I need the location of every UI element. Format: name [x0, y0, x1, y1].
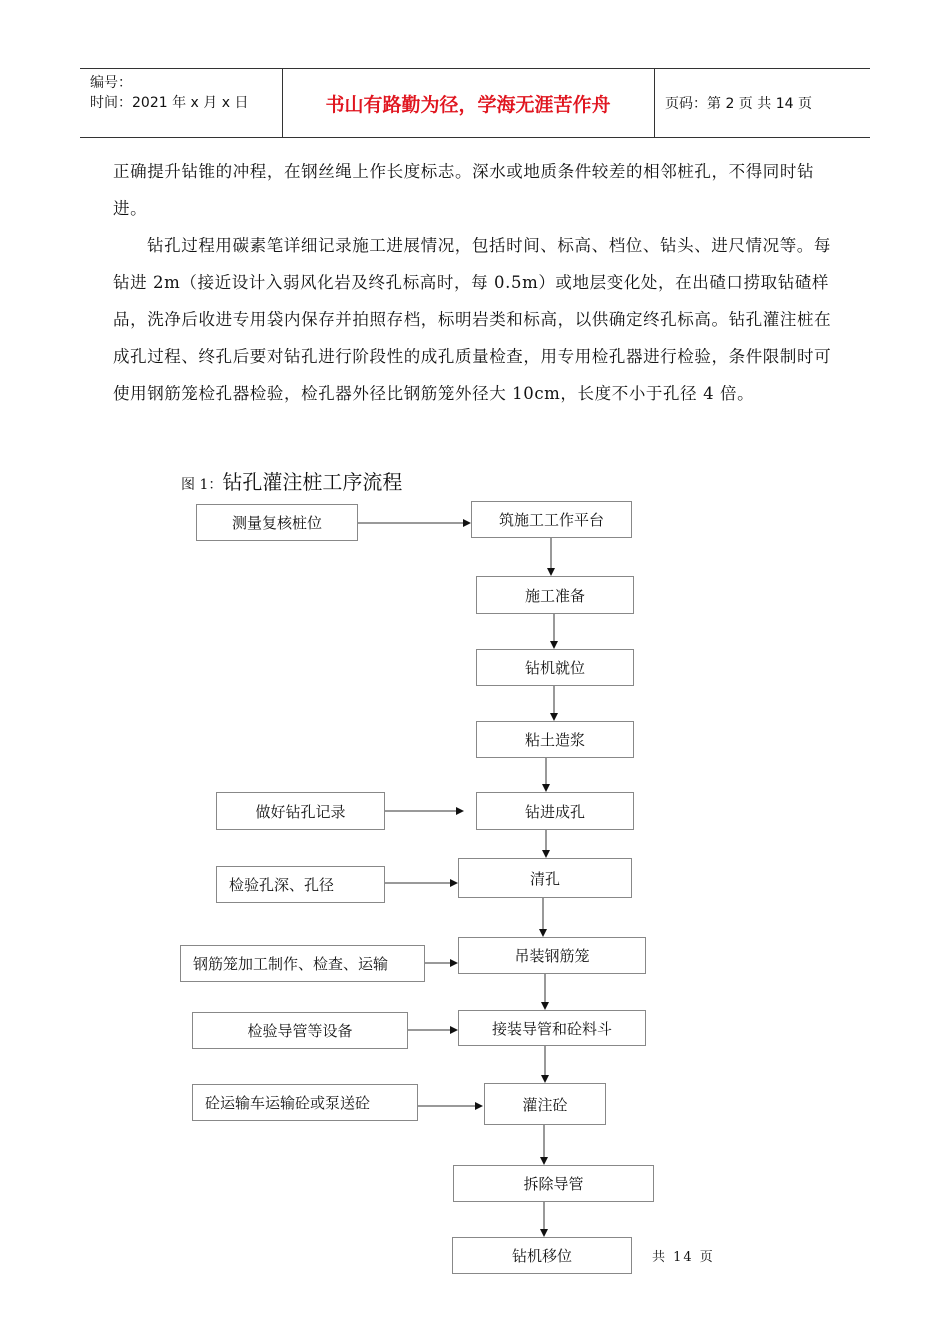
flow-step-platform: 筑施工工作平台 — [471, 501, 632, 538]
flow-side-drill-record: 做好钻孔记录 — [216, 792, 385, 830]
flow-step-lift-rebar-cage: 吊装钢筋笼 — [458, 937, 646, 974]
flow-side-check-depth: 检验孔深、孔径 — [216, 866, 385, 903]
flow-step-pour-concrete: 灌注砼 — [484, 1083, 606, 1125]
flow-side-rebar-cage: 钢筋笼加工制作、检查、运输 — [180, 945, 425, 982]
flow-side-survey: 测量复核桩位 — [196, 504, 358, 541]
flow-step-drill-positioning: 钻机就位 — [476, 649, 634, 686]
header-number: 编号： — [90, 75, 132, 91]
flow-side-check-equipment: 检验导管等设备 — [192, 1012, 408, 1049]
flow-step-drilling: 钻进成孔 — [476, 792, 634, 830]
flow-step-preparation: 施工准备 — [476, 576, 634, 614]
flow-step-move-drill: 钻机移位 — [452, 1237, 632, 1274]
header-page-info: 页码：第 2 页 共 14 页 — [665, 96, 812, 112]
flow-step-clay-slurry: 粘土造浆 — [476, 721, 634, 758]
flow-step-hole-cleaning: 清孔 — [458, 858, 632, 898]
flow-step-install-tremie: 接装导管和砼料斗 — [458, 1010, 646, 1046]
flow-side-concrete-transport: 砼运输车运输砼或泵送砼 — [192, 1084, 418, 1121]
header-time: 时间：2021 年 x 月 x 日 — [90, 95, 249, 111]
page-total: 共 14 页 — [652, 1250, 715, 1265]
paragraph-2: 钻孔过程用碳素笔详细记录施工进展情况，包括时间、标高、档位、钻头、进尺情况等。每钻进 2m（接近设计入弱风化岩及终孔标高时，每 0.5m）或地层变化处，在出碴口捞取钻碴样品，洗净后收进专用袋内保存并拍照存档，标明岩类和标高，以供确定终孔标高。钻孔灌注桩在成孔过程、终孔后要对钻孔进行阶段性的成孔质量检查，用专用检孔器进行检验，条件限制时可使用钢筋笼检孔器检验，检孔器外径比钢筋笼外径大 10cm，长度不小于孔径 4 倍。 — [113, 236, 832, 403]
header-motto: 书山有路勤为径，学海无涯苦作舟 — [325, 93, 611, 116]
flow-step-remove-tremie: 拆除导管 — [453, 1165, 654, 1202]
figure-title-text: 钻孔灌注桩工序流程 — [222, 470, 403, 494]
figure-prefix: 图 1： — [181, 477, 223, 493]
paragraph-1: 正确提升钻锥的冲程，在钢丝绳上作长度标志。深水或地质条件较差的相邻桩孔，不得同时钻进。 — [113, 162, 815, 218]
